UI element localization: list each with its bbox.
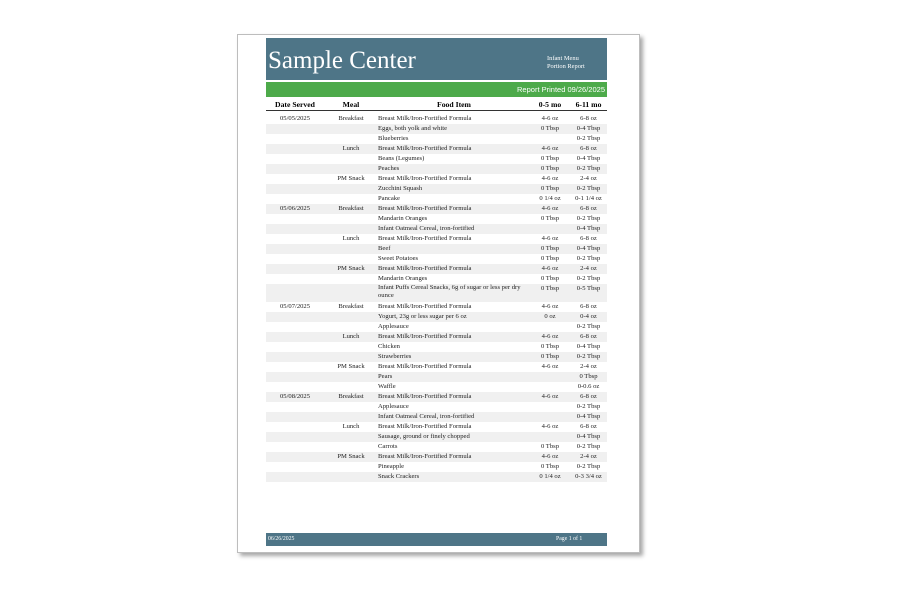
row-portion-6-11: 0-3 3/4 oz bbox=[575, 473, 602, 480]
row-portion-6-11: 6-8 oz bbox=[580, 303, 597, 310]
row-meal: Lunch bbox=[342, 333, 360, 340]
row-food-item: Waffle bbox=[378, 383, 396, 390]
row-portion-6-11: 0-4 Tbsp bbox=[576, 245, 601, 252]
table-row bbox=[266, 312, 607, 322]
row-food-item: Pancake bbox=[378, 195, 400, 202]
row-food-item: Beans (Legumes) bbox=[378, 155, 425, 162]
row-food-item: Breast Milk/Iron-Fortified Formula bbox=[378, 115, 472, 122]
table-row bbox=[266, 342, 607, 352]
report-footer bbox=[266, 533, 607, 546]
row-food-item: Snack Crackers bbox=[378, 473, 420, 480]
row-portion-6-11: 0-2 Tbsp bbox=[576, 443, 601, 450]
row-portion-0-5: 0 Tbsp bbox=[540, 245, 559, 252]
row-portion-6-11: 0-1 1/4 oz bbox=[575, 195, 602, 202]
row-food-item: Sausage, ground or finely chopped bbox=[378, 433, 470, 440]
row-date: 05/08/2025 bbox=[279, 393, 311, 400]
row-food-item: Chicken bbox=[378, 343, 400, 350]
row-portion-0-5: 4-6 oz bbox=[541, 205, 559, 212]
table-row bbox=[266, 402, 607, 412]
row-food-item: Breast Milk/Iron-Fortified Formula bbox=[378, 145, 472, 152]
row-portion-0-5: 0 Tbsp bbox=[540, 285, 559, 292]
row-food-item: Infant Puffs Cereal Snacks, 6g of sugar or less per dry ounce bbox=[378, 284, 521, 299]
footer-page-number: Page 1 of 1 bbox=[556, 536, 583, 542]
row-portion-6-11: 0-5 Tbsp bbox=[576, 285, 601, 292]
row-food-item: Applesauce bbox=[378, 403, 409, 410]
row-portion-0-5: 4-6 oz bbox=[541, 453, 559, 460]
row-food-item: Breast Milk/Iron-Fortified Formula bbox=[378, 393, 472, 400]
row-portion-6-11: 0-4 Tbsp bbox=[576, 155, 601, 162]
row-food-item: Breast Milk/Iron-Fortified Formula bbox=[378, 265, 472, 272]
row-date: 05/07/2025 bbox=[279, 303, 311, 310]
row-portion-6-11: 0-4 Tbsp bbox=[576, 225, 601, 232]
row-food-item: Breast Milk/Iron-Fortified Formula bbox=[378, 175, 472, 182]
row-food-item: Breast Milk/Iron-Fortified Formula bbox=[378, 363, 472, 370]
row-portion-6-11: 0-2 Tbsp bbox=[576, 215, 601, 222]
table-row bbox=[266, 432, 607, 442]
row-portion-6-11: 6-8 oz bbox=[580, 423, 597, 430]
row-portion-0-5: 0 1/4 oz bbox=[539, 195, 561, 202]
table-row bbox=[266, 382, 607, 392]
portion-table-body bbox=[266, 114, 607, 480]
table-row bbox=[266, 244, 607, 254]
row-date: 05/05/2025 bbox=[279, 115, 311, 122]
row-portion-6-11: 6-8 oz bbox=[580, 145, 597, 152]
row-portion-6-11: 6-8 oz bbox=[580, 115, 597, 122]
row-meal: PM Snack bbox=[337, 453, 365, 460]
row-portion-6-11: 0-4 Tbsp bbox=[576, 125, 601, 132]
table-row bbox=[266, 194, 607, 204]
row-food-item: Mandarin Oranges bbox=[378, 275, 428, 282]
row-portion-6-11: 0-4 oz bbox=[580, 313, 597, 320]
table-row bbox=[266, 322, 607, 332]
row-portion-0-5: 0 Tbsp bbox=[540, 185, 559, 192]
row-portion-0-5: 4-6 oz bbox=[541, 333, 559, 340]
report-printed-date: Report Printed 09/26/2025 bbox=[517, 85, 605, 94]
table-row bbox=[266, 372, 607, 382]
row-meal: Breakfast bbox=[338, 303, 364, 310]
row-portion-6-11: 0-4 Tbsp bbox=[576, 413, 601, 420]
table-row bbox=[266, 234, 607, 244]
row-meal: Breakfast bbox=[338, 393, 364, 400]
table-row bbox=[266, 332, 607, 342]
report-subtitle-menu: Infant Menu bbox=[547, 55, 579, 62]
row-food-item: Breast Milk/Iron-Fortified Formula bbox=[378, 303, 472, 310]
table-row bbox=[266, 144, 607, 154]
row-portion-0-5: 0 Tbsp bbox=[540, 463, 559, 470]
table-row bbox=[266, 352, 607, 362]
column-header-age-0-5: 0-5 mo bbox=[538, 100, 562, 109]
print-date-bar bbox=[266, 82, 607, 97]
row-food-item: Breast Milk/Iron-Fortified Formula bbox=[378, 423, 472, 430]
row-portion-6-11: 0-0.6 oz bbox=[577, 383, 600, 390]
row-portion-6-11: 0 Tbsp bbox=[579, 373, 598, 380]
table-row bbox=[266, 154, 607, 164]
table-row bbox=[266, 392, 607, 402]
row-portion-0-5: 0 Tbsp bbox=[540, 125, 559, 132]
row-portion-0-5: 4-6 oz bbox=[541, 235, 559, 242]
row-food-item: Pears bbox=[378, 373, 393, 380]
row-portion-6-11: 0-4 Tbsp bbox=[576, 433, 601, 440]
row-portion-6-11: 0-2 Tbsp bbox=[576, 463, 601, 470]
row-meal: Lunch bbox=[342, 423, 360, 430]
row-portion-0-5: 0 Tbsp bbox=[540, 275, 559, 282]
row-portion-0-5: 4-6 oz bbox=[541, 265, 559, 272]
row-portion-0-5: 0 Tbsp bbox=[540, 215, 559, 222]
row-meal: PM Snack bbox=[337, 265, 365, 272]
row-food-item: Pineapple bbox=[378, 463, 405, 470]
row-portion-6-11: 0-2 Tbsp bbox=[576, 353, 601, 360]
row-meal: PM Snack bbox=[337, 363, 365, 370]
row-food-item: Applesauce bbox=[378, 323, 409, 330]
row-portion-6-11: 0-4 Tbsp bbox=[576, 343, 601, 350]
row-food-item: Breast Milk/Iron-Fortified Formula bbox=[378, 235, 472, 242]
row-portion-6-11: 6-8 oz bbox=[580, 235, 597, 242]
row-food-item: Infant Oatmeal Cereal, iron-fortified bbox=[378, 413, 475, 420]
row-portion-0-5: 0 Tbsp bbox=[540, 343, 559, 350]
table-row bbox=[266, 134, 607, 144]
row-food-item: Beef bbox=[378, 245, 391, 252]
footer-date: 06/26/2025 bbox=[268, 536, 295, 542]
row-meal: Lunch bbox=[342, 145, 360, 152]
table-row bbox=[266, 412, 607, 422]
column-header-food: Food Item bbox=[437, 100, 471, 109]
row-portion-0-5: 4-6 oz bbox=[541, 363, 559, 370]
row-portion-0-5: 0 Tbsp bbox=[540, 353, 559, 360]
row-food-item: Blueberries bbox=[378, 135, 409, 142]
row-portion-0-5: 4-6 oz bbox=[541, 175, 559, 182]
table-row bbox=[266, 422, 607, 432]
table-row bbox=[266, 164, 607, 174]
row-portion-6-11: 0-2 Tbsp bbox=[576, 185, 601, 192]
row-food-item: Carrots bbox=[378, 443, 398, 450]
row-food-item: Breast Milk/Iron-Fortified Formula bbox=[378, 333, 472, 340]
row-portion-0-5: 0 Tbsp bbox=[540, 443, 559, 450]
row-date: 05/06/2025 bbox=[279, 205, 311, 212]
table-row bbox=[266, 362, 607, 372]
row-meal: Breakfast bbox=[338, 115, 364, 122]
report-header bbox=[266, 38, 607, 80]
table-row bbox=[266, 174, 607, 184]
table-row bbox=[266, 274, 607, 284]
row-food-item: Breast Milk/Iron-Fortified Formula bbox=[378, 205, 472, 212]
row-portion-0-5: 0 1/4 oz bbox=[539, 473, 561, 480]
row-meal: PM Snack bbox=[337, 175, 365, 182]
row-portion-6-11: 0-2 Tbsp bbox=[576, 403, 601, 410]
row-food-item: Eggs, both yolk and white bbox=[378, 125, 448, 132]
table-row bbox=[266, 204, 607, 214]
table-row bbox=[266, 254, 607, 264]
table-row bbox=[266, 472, 607, 482]
row-meal: Lunch bbox=[342, 235, 360, 242]
row-portion-0-5: 4-6 oz bbox=[541, 303, 559, 310]
table-row bbox=[266, 214, 607, 224]
row-portion-6-11: 6-8 oz bbox=[580, 393, 597, 400]
row-food-item: Breast Milk/Iron-Fortified Formula bbox=[378, 453, 472, 460]
column-header-meal: Meal bbox=[342, 100, 360, 109]
row-portion-0-5: 0 Tbsp bbox=[540, 155, 559, 162]
table-row bbox=[266, 114, 607, 124]
row-portion-6-11: 6-8 oz bbox=[580, 333, 597, 340]
row-portion-0-5: 0 Tbsp bbox=[540, 165, 559, 172]
column-header-age-6-11: 6-11 mo bbox=[575, 100, 602, 109]
table-row bbox=[266, 442, 607, 452]
row-portion-0-5: 0 oz bbox=[544, 313, 556, 320]
center-title: Sample Center bbox=[268, 47, 416, 74]
row-portion-6-11: 2-4 oz bbox=[580, 175, 597, 182]
row-portion-0-5: 4-6 oz bbox=[541, 393, 559, 400]
report-subtitle-type: Portion Report bbox=[547, 63, 585, 70]
row-portion-6-11: 0-2 Tbsp bbox=[576, 135, 601, 142]
row-portion-6-11: 2-4 oz bbox=[580, 363, 597, 370]
row-portion-6-11: 0-2 Tbsp bbox=[576, 275, 601, 282]
table-row bbox=[266, 224, 607, 234]
table-row bbox=[266, 284, 607, 302]
table-row bbox=[266, 124, 607, 134]
row-portion-6-11: 0-2 Tbsp bbox=[576, 323, 601, 330]
row-portion-6-11: 6-8 oz bbox=[580, 205, 597, 212]
table-row bbox=[266, 302, 607, 312]
report-page bbox=[237, 34, 640, 553]
row-portion-0-5: 0 Tbsp bbox=[540, 255, 559, 262]
table-row bbox=[266, 184, 607, 194]
row-portion-6-11: 2-4 oz bbox=[580, 453, 597, 460]
column-header-row bbox=[266, 100, 607, 111]
column-header-date: Date Served bbox=[275, 100, 315, 109]
table-row bbox=[266, 264, 607, 274]
row-food-item: Infant Oatmeal Cereal, iron-fortified bbox=[378, 225, 475, 232]
table-row bbox=[266, 462, 607, 472]
row-portion-0-5: 4-6 oz bbox=[541, 423, 559, 430]
row-food-item: Strawberries bbox=[378, 353, 412, 360]
row-meal: Breakfast bbox=[338, 205, 364, 212]
row-food-item: Yogurt, 23g or less sugar per 6 oz bbox=[378, 313, 467, 320]
table-row bbox=[266, 452, 607, 462]
row-portion-6-11: 2-4 oz bbox=[580, 265, 597, 272]
row-portion-6-11: 0-2 Tbsp bbox=[576, 255, 601, 262]
row-portion-0-5: 4-6 oz bbox=[541, 145, 559, 152]
row-portion-6-11: 0-2 Tbsp bbox=[576, 165, 601, 172]
row-portion-0-5: 4-6 oz bbox=[541, 115, 559, 122]
row-food-item: Zucchini Squash bbox=[378, 185, 423, 192]
row-food-item: Sweet Potatoes bbox=[378, 255, 419, 262]
row-food-item: Peaches bbox=[378, 165, 400, 172]
row-food-item: Mandarin Oranges bbox=[378, 215, 428, 222]
